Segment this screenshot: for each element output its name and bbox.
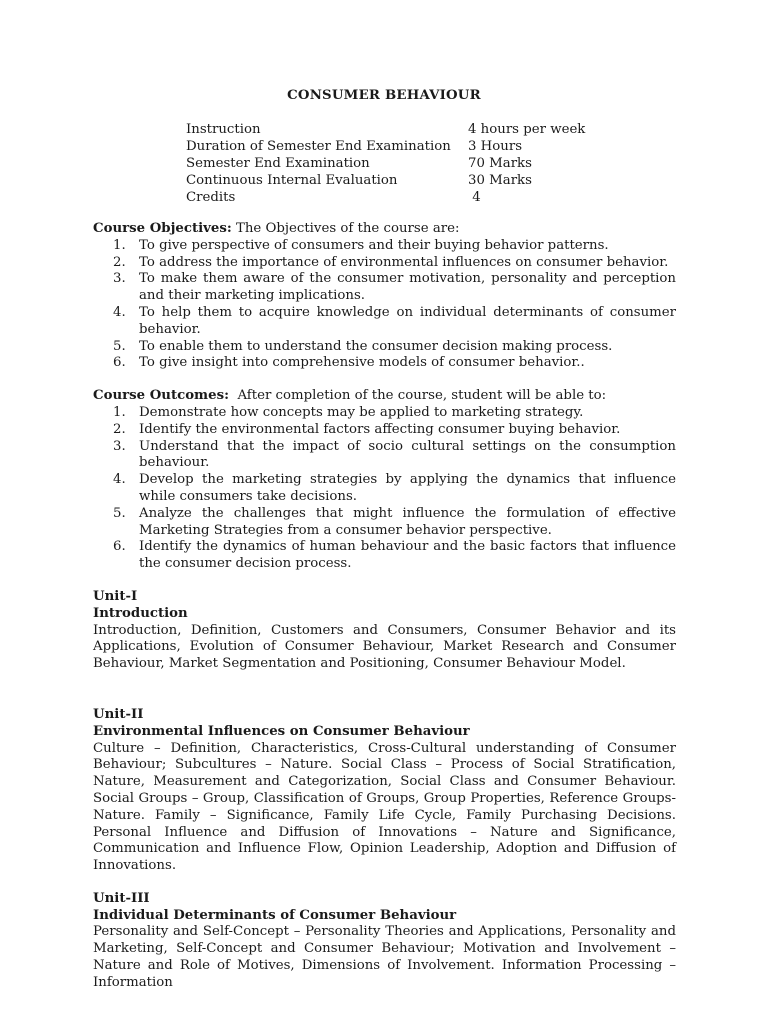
info-row xyxy=(186,121,585,138)
objective-text: To address the importance of environmental influences on consumer behavior. xyxy=(139,254,669,270)
info-value: 4 xyxy=(468,190,481,205)
info-label: Continuous Internal Evaluation xyxy=(186,173,398,188)
list-item: 1. To give perspective of consumers and their buying behavior patterns. xyxy=(113,237,609,253)
unit-label: Unit-I xyxy=(93,588,138,604)
info-row xyxy=(186,172,585,189)
outcome-text: Develop the marketing strategies by applying the dynamics that influence while consumers take decisions. xyxy=(139,472,676,504)
objectives-intro: The Objectives of the course are: xyxy=(231,221,460,236)
list-item: 1. Demonstrate how concepts may be applied to marketing strategy. xyxy=(113,404,584,420)
objectives-heading-line xyxy=(93,221,676,238)
info-value: 70 Marks xyxy=(468,156,532,171)
list-item: 3. To make them aware of the consumer motivation, personality and perception and their marketing implications. xyxy=(113,271,676,304)
objective-text: To help them to acquire knowledge on individual determinants of consumer behavior. xyxy=(139,304,676,337)
info-row xyxy=(186,189,585,206)
list-item: 3. Understand that the impact of socio cultural settings on the consumption behaviour. xyxy=(113,438,676,471)
page-title: CONSUMER BEHAVIOUR xyxy=(287,88,481,103)
unit-label: Unit-II xyxy=(93,706,144,722)
objective-text: To make them aware of the consumer motivation, personality and perception and their marketing implications. xyxy=(139,271,676,304)
objective-text: To enable them to understand the consumer decision making process. xyxy=(139,338,613,354)
document-body xyxy=(93,221,676,992)
unit-title: Environmental Influences on Consumer Behaviour xyxy=(93,723,470,739)
objectives-list xyxy=(93,238,676,372)
unit-title: Individual Determinants of Consumer Behaviour xyxy=(93,907,457,923)
outcome-text: Identify the dynamics of human behaviour and the basic factors that influence the consumer decision process. xyxy=(139,539,676,572)
list-item: 5. To enable them to understand the consumer decision making process. xyxy=(113,338,613,354)
unit-body: Introduction, Definition, Customers and Consumers, Consumer Behavior and its Applications, Evolution of Consumer Behaviour, Market Research and Consumer Behaviour, Market Segmentation and Positioning, Consumer Behaviour Model. xyxy=(93,622,676,672)
info-row xyxy=(186,138,585,155)
course-info-table xyxy=(186,121,585,206)
outcome-text: Understand that the impact of socio cultural settings on the consumption behaviour. xyxy=(139,438,676,471)
unit-body: Culture – Definition, Characteristics, Cross-Cultural understanding of Consumer Behaviour; Subcultures – Nature. Social Class – Process of Social Stratification, Nature, Measurement and Categorization, Social Class and Consumer Behaviour. Social Groups – Group, Classification of Groups, Group Properties, Reference Groups- Nature. Family – Significance, Family Life Cycle, Family Purchasing Decisions. Personal Influence and Diffusion of Innovations – Nature and Significance, Communication and Influence Flow, Opinion Leadership, Adoption and Diffusion of Innovations. xyxy=(93,740,676,874)
outcome-text: Identify the environmental factors affecting consumer buying behavior. xyxy=(139,421,621,437)
outcomes-list xyxy=(93,405,676,573)
info-value: 3 Hours xyxy=(468,139,523,154)
info-value: 4 hours per week xyxy=(468,122,586,137)
list-item: 5. Analyze the challenges that might influence the formulation of effective Marketing Strategies from a consumer behavior perspective. xyxy=(113,505,676,538)
info-label: Semester End Examination xyxy=(186,156,370,171)
outcome-text: Analyze the challenges that might influence the formulation of effective Marketing Strategies from a consumer behavior perspective. xyxy=(139,505,676,538)
list-item: 4. To help them to acquire knowledge on individual determinants of consumer behavior. xyxy=(113,304,676,337)
outcomes-heading: Course Outcomes: xyxy=(93,388,229,404)
unit-label: Unit-III xyxy=(93,890,150,906)
info-row xyxy=(186,155,585,172)
list-item: 6. Identify the dynamics of human behaviour and the basic factors that influence the consumer decision process. xyxy=(113,539,676,572)
outcomes-heading-line xyxy=(93,388,676,405)
info-value: 30 Marks xyxy=(468,173,532,188)
info-label: Duration of Semester End Examination xyxy=(186,139,451,154)
list-item: 2. To address the importance of environmental influences on consumer behavior. xyxy=(113,254,669,270)
list-item: 2. Identify the environmental factors affecting consumer buying behavior. xyxy=(113,421,621,437)
objectives-heading: Course Objectives: xyxy=(93,221,232,236)
outcomes-intro: After completion of the course, student will be able to: xyxy=(228,388,607,404)
objective-text: To give perspective of consumers and their buying behavior patterns. xyxy=(139,237,609,253)
unit-title: Introduction xyxy=(93,605,188,621)
unit-body: Personality and Self-Concept – Personality Theories and Applications, Personality and Marketing, Self-Concept and Consumer Behaviour; Motivation and Involvement – Nature and Role of Motives, Dimensions of Involvement. Information Processing – Information xyxy=(93,924,676,990)
info-label: Credits xyxy=(186,190,236,205)
info-label: Instruction xyxy=(186,122,261,137)
objective-text: To give insight into comprehensive models of consumer behavior.. xyxy=(139,355,585,371)
list-item: 6. To give insight into comprehensive models of consumer behavior.. xyxy=(113,355,585,371)
list-item: 4. Develop the marketing strategies by applying the dynamics that influence while consumers take decisions. xyxy=(113,472,676,504)
outcome-text: Demonstrate how concepts may be applied to marketing strategy. xyxy=(139,404,584,420)
